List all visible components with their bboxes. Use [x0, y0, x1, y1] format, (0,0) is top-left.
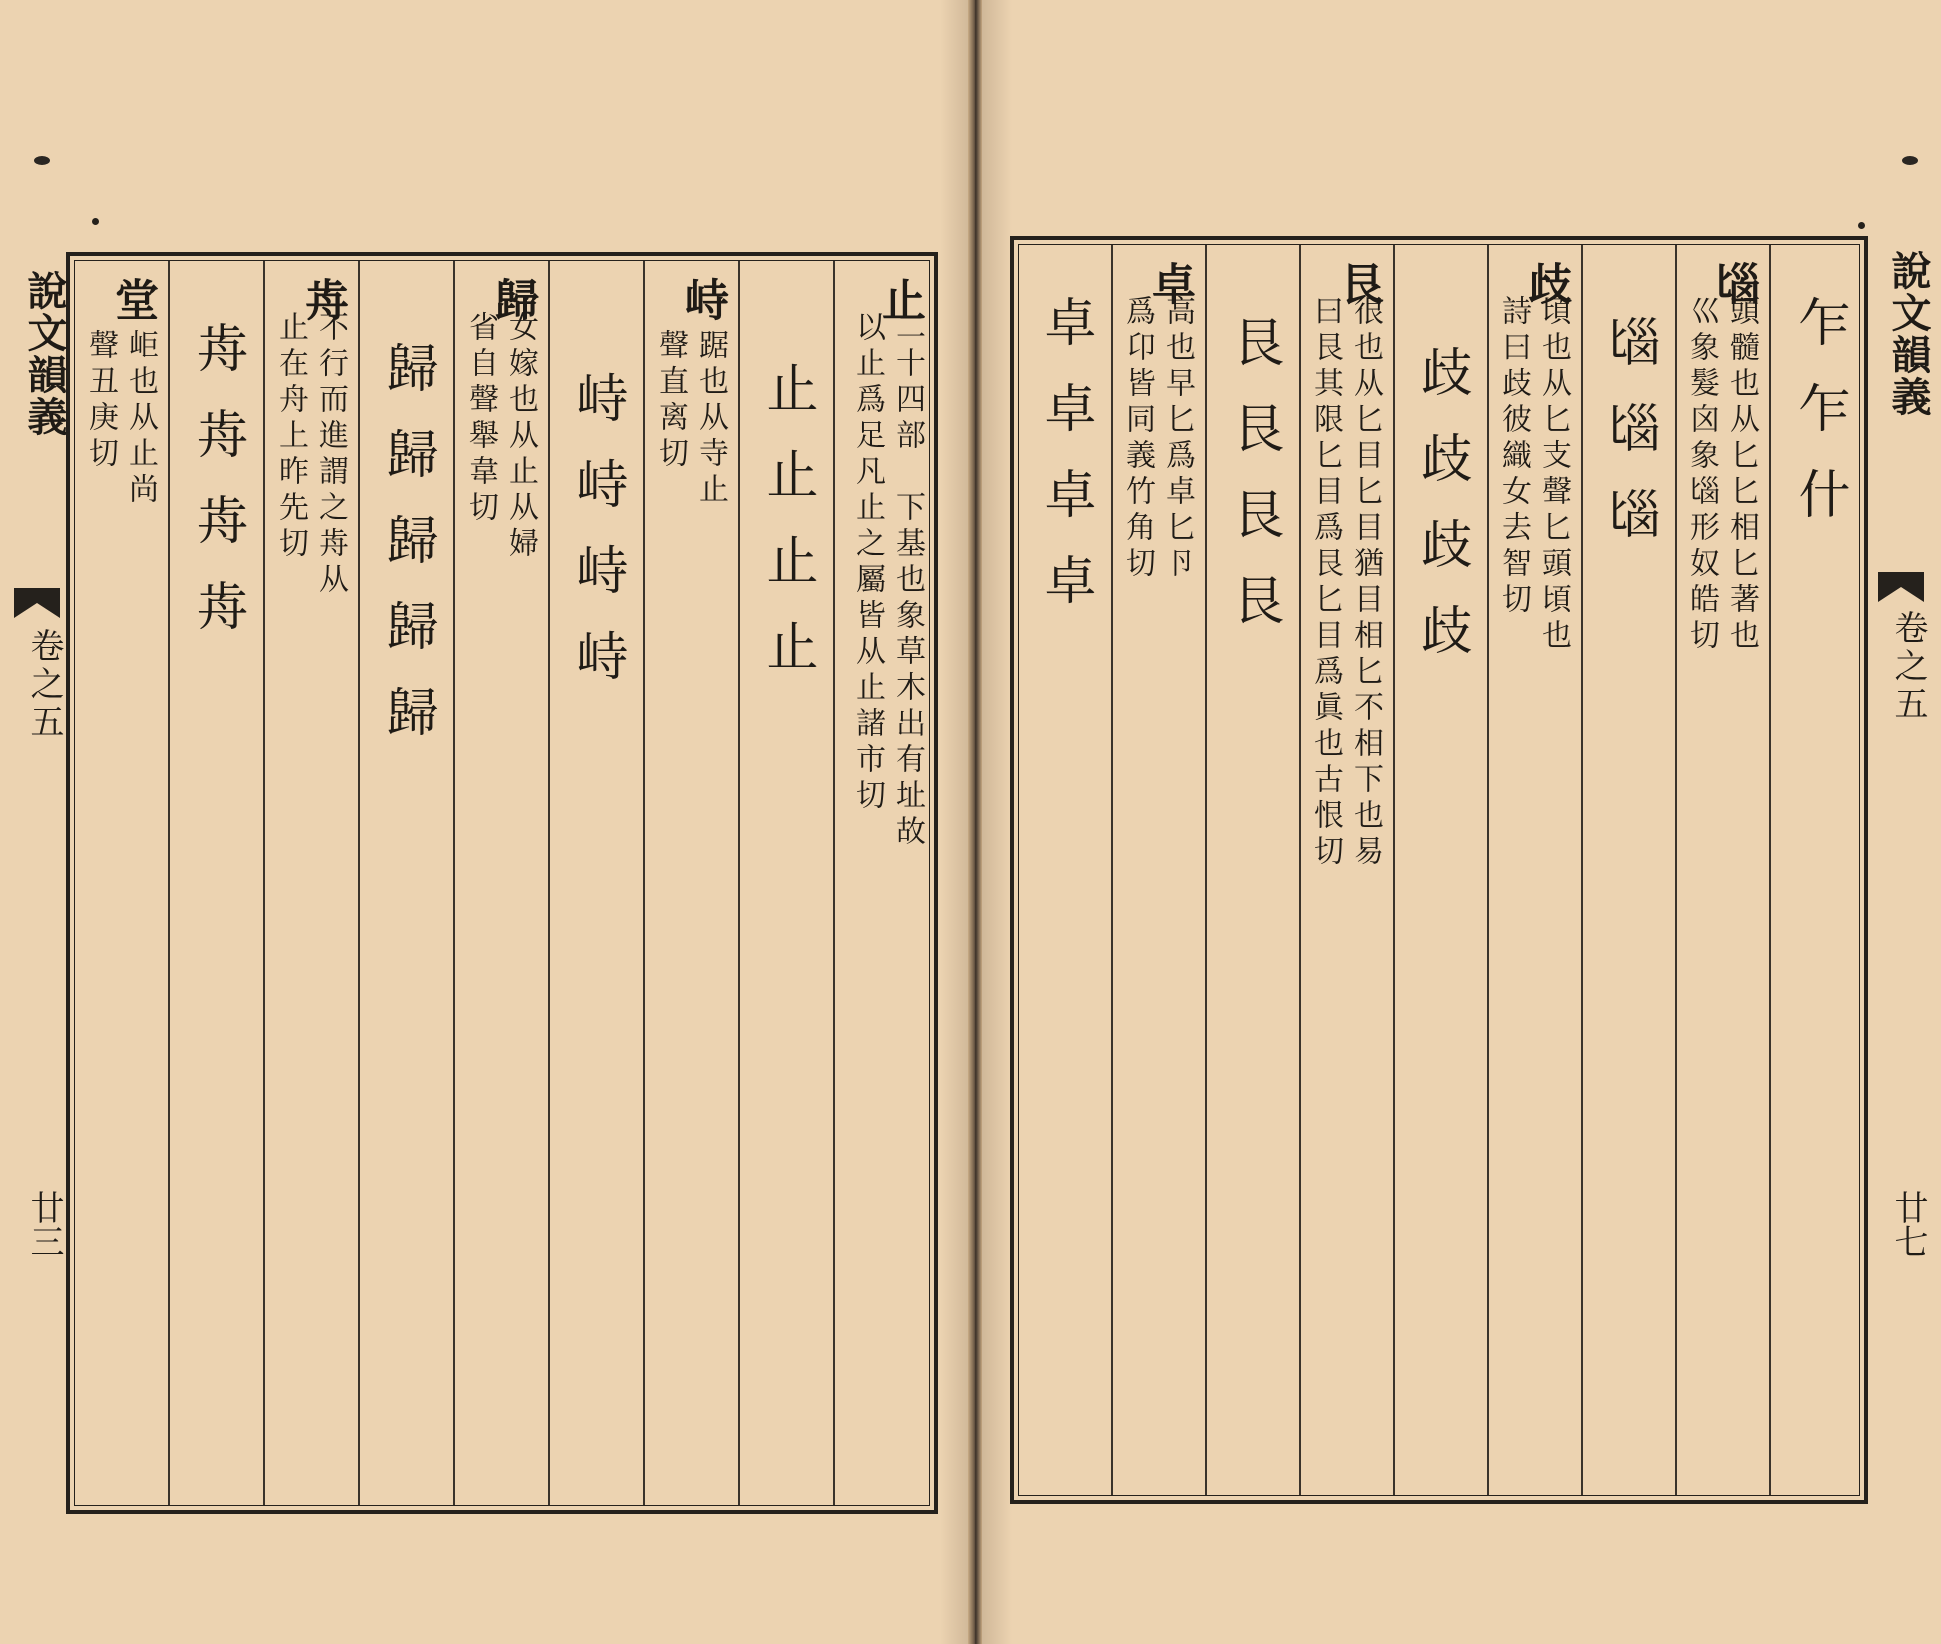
column-3: [1583, 245, 1677, 1495]
column-6: [1301, 245, 1395, 1495]
head-character: 歸: [487, 277, 538, 321]
right-page: [982, 0, 1941, 1644]
seal-script-forms: 卓卓卓卓: [1035, 295, 1095, 639]
seal-script-forms: 歧歧歧歧: [1411, 345, 1471, 689]
column-note: 二十四部 下基也象草木出有址故 以止爲足凡止之屬皆从止諸市切: [850, 311, 925, 851]
column-note: 頃也从匕支聲匕頭頃也 詩曰歧彼織女去智切: [1496, 295, 1571, 655]
column-1: [1771, 245, 1865, 1495]
left-margin-volume: 卷之五: [24, 628, 64, 742]
column-9: [1019, 245, 1113, 1495]
column-6: [360, 261, 455, 1505]
seal-script-forms: 歬歬歬歬: [187, 321, 247, 665]
column-note: 很也从匕目匕目猶目相匕不相下也易 曰艮其限匕目爲艮匕目爲眞也古恨切: [1308, 295, 1383, 871]
ink-dot: [1858, 222, 1865, 229]
left-page: [0, 0, 970, 1644]
head-character: 匘: [1708, 261, 1759, 305]
column-1: [835, 261, 935, 1505]
column-note: 踞也从寺止 聲直离切: [653, 329, 728, 509]
binding-hole: [34, 156, 50, 165]
seal-script-forms: 乍乍什: [1789, 295, 1849, 553]
head-character: 峙: [677, 277, 728, 321]
right-text-frame: [1010, 236, 1868, 1504]
column-7: [265, 261, 360, 1505]
left-text-frame: [66, 252, 938, 1514]
column-2: [740, 261, 835, 1505]
fish-tail-mark: [14, 588, 60, 618]
book-spine: [968, 0, 982, 1644]
seal-script-forms: 峙峙峙峙: [567, 371, 627, 715]
head-character: 堂: [107, 277, 158, 321]
column-8: [1113, 245, 1207, 1495]
head-character: 艮: [1332, 261, 1383, 305]
column-note: 岠也从止尚 聲丑庚切: [83, 329, 158, 509]
column-9: [75, 261, 170, 1505]
ink-dot: [92, 218, 99, 225]
column-5: [455, 261, 550, 1505]
column-3: [645, 261, 740, 1505]
seal-script-forms: 艮艮艮艮: [1223, 315, 1283, 659]
head-character: 卓: [1144, 261, 1195, 305]
right-margin-title: 說文韻義: [1885, 250, 1932, 418]
left-margin-page-number: 廿三: [24, 1190, 64, 1258]
column-4: [1489, 245, 1583, 1495]
left-margin-title: 說文韻義: [21, 270, 68, 438]
seal-script-forms: 止止止止: [757, 361, 817, 705]
column-note: 不行而進謂之歬从 止在舟上昨先切: [273, 311, 348, 599]
right-margin-page-number: 廿七: [1888, 1190, 1928, 1258]
fish-tail-mark: [1878, 572, 1924, 602]
seal-script-forms: 匘匘匘: [1599, 315, 1659, 573]
column-4: [550, 261, 645, 1505]
column-7: [1207, 245, 1301, 1495]
head-character: 歧: [1520, 261, 1571, 305]
head-character: 歬: [297, 277, 348, 321]
binding-hole: [1902, 156, 1918, 165]
right-margin-volume: 卷之五: [1888, 610, 1928, 724]
column-note: 頭髓也从匕匕相匕著也 巛象髮囟象匘形奴皓切: [1684, 295, 1759, 655]
column-8: [170, 261, 265, 1505]
column-5: [1395, 245, 1489, 1495]
column-note: 女嫁也从止从婦 省自聲舉韋切: [463, 311, 538, 563]
seal-script-forms: 歸歸歸歸歸: [377, 341, 437, 771]
column-note: 高也早匕爲卓匕卪 爲卬皆同義竹角切: [1120, 295, 1195, 583]
column-2: [1677, 245, 1771, 1495]
head-character: 止: [874, 277, 925, 321]
